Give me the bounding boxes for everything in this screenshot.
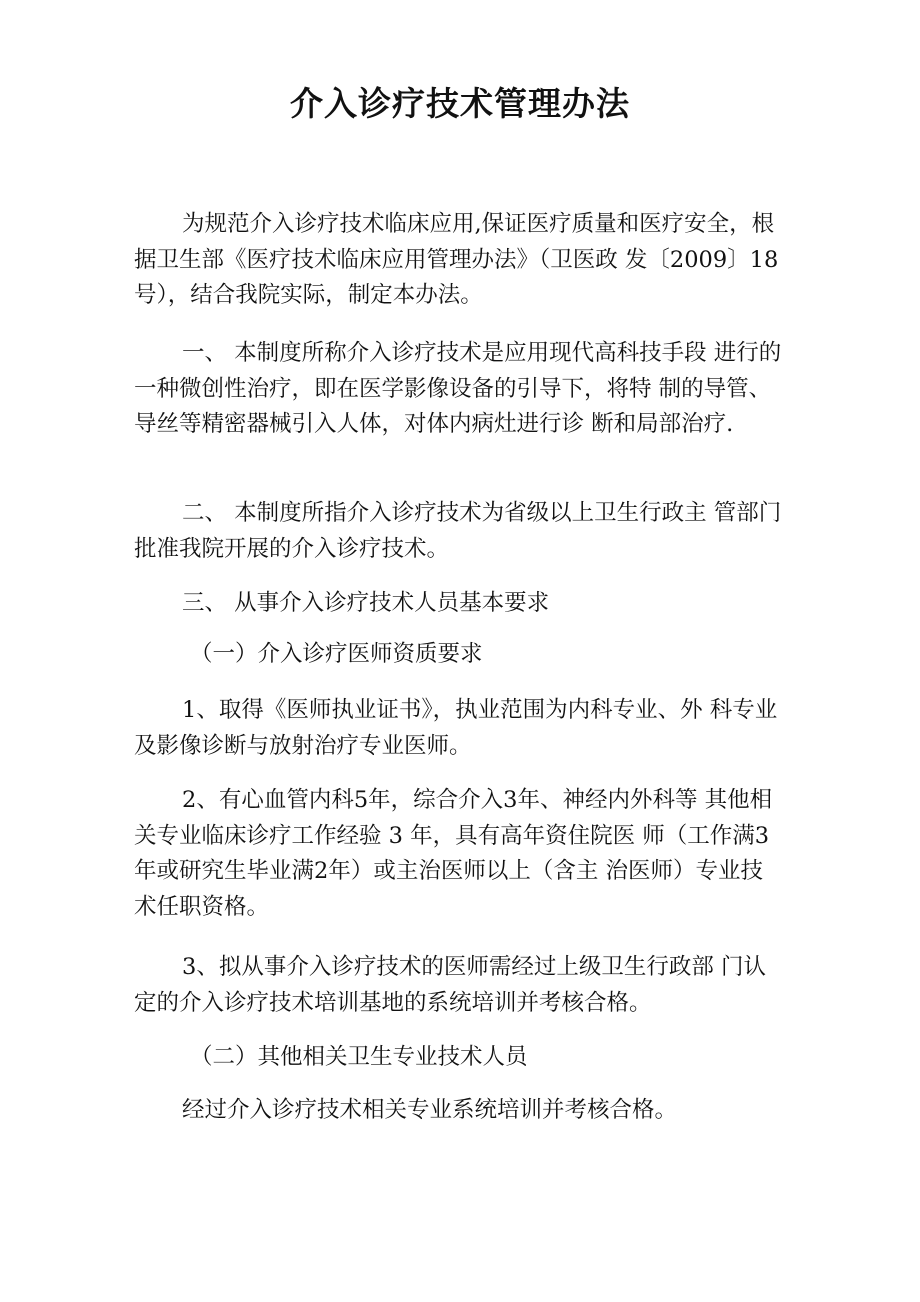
requirement-1-paragraph: 1、取得《医师执业证书》，执业范围为内科专业、外 科专业及影像诊断与放射治疗专业医师。 [134,697,778,759]
requirement-3-paragraph: 3、拟从事介入诊疗技术的医师需经过上级卫生行政部 门认定的介入诊疗技术培训基地的系统培训并考核合格。 [134,954,766,1016]
document-title: 介入诊疗技术管理办法 [290,84,630,123]
intro-paragraph: 为规范介入诊疗技术临床应用,保证医疗质量和医疗安全，根据卫生部《医疗技术临床应用管理办法》（卫医政 发〔2009〕18号），结合我院实际，制定本办法。 [134,211,779,308]
other-staff-paragraph: 经过介入诊疗技术相关专业系统培训并考核合格。 [182,1097,678,1123]
subsection-1-heading: （一）介入诊疗医师资质要求 [190,641,483,667]
section-1-paragraph: 一、 本制度所称介入诊疗技术是应用现代高科技手段 进行的一种微创性治疗，即在医学影像设备的引导下，将特 制的导管、导丝等精密器械引入人体，对体内病灶进行诊 断和局部治疗. [134,340,782,437]
requirement-2-paragraph: 2、有心血管内科5年，综合介入3年、神经内外科等 其他相关专业临床诊疗工作经验 3 年，具有高年资住院医 师（工作满3年或研究生毕业满2年）或主治医师以上（含主 治医师）专业技术任职资格。 [134,787,773,920]
subsection-2-heading: （二）其他相关卫生专业技术人员 [190,1044,528,1070]
section-2-paragraph: 二、 本制度所指介入诊疗技术为省级以上卫生行政主 管部门批准我院开展的介入诊疗技术。 [134,500,782,562]
section-3-heading: 三、 从事介入诊疗技术人员基本要求 [182,590,550,616]
